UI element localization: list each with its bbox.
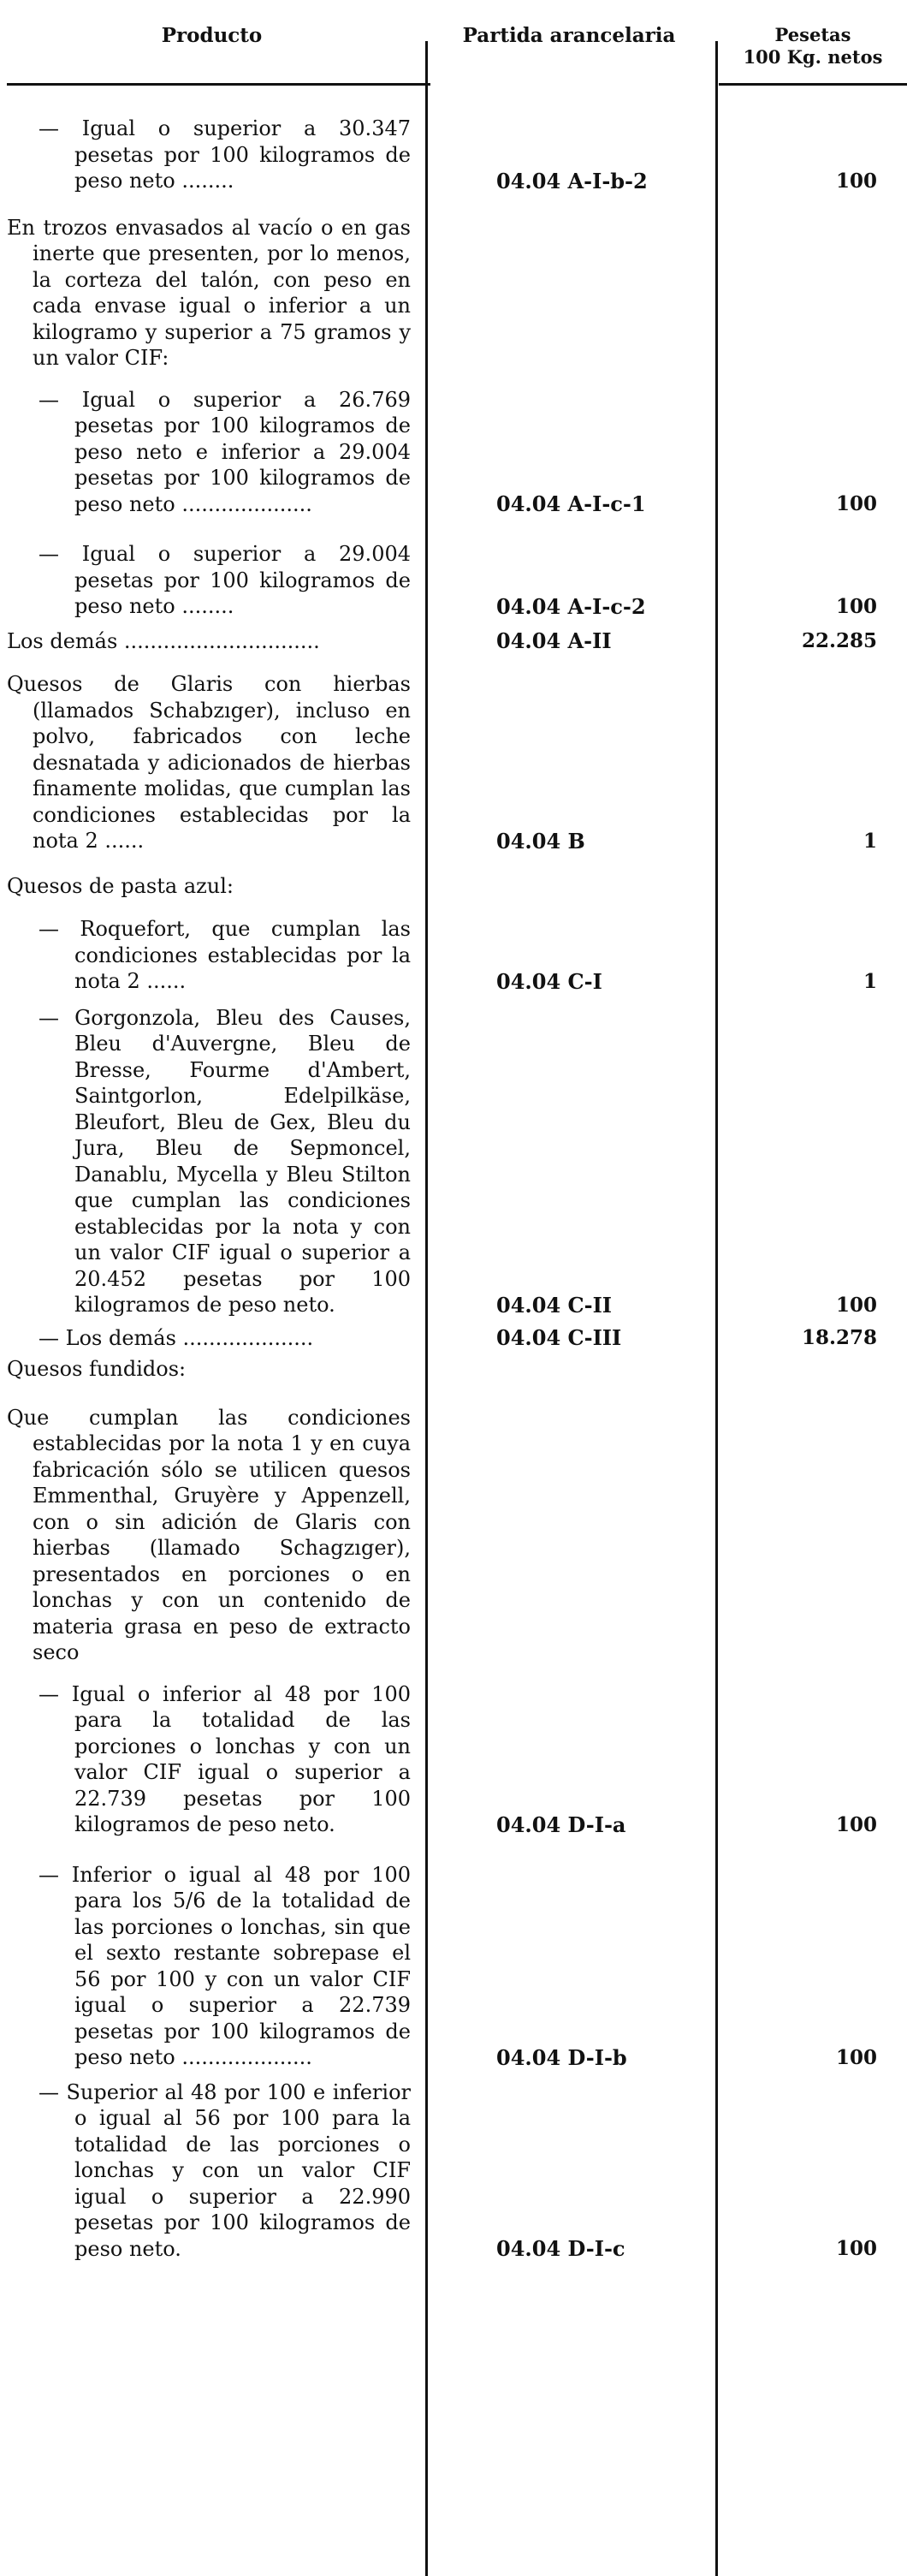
row-description-text: Quesos fundidos: xyxy=(7,1357,187,1381)
header-pesetas-line2: 100 Kg. netos xyxy=(743,46,883,68)
table-row xyxy=(0,1005,907,1318)
table-row xyxy=(0,1681,907,1838)
row-description xyxy=(0,671,411,854)
row-partida-arancelaria: 04.04 A-II xyxy=(496,628,612,653)
row-description xyxy=(0,541,411,620)
row-description-text: — Los demás .................... xyxy=(39,1325,314,1350)
row-description-text: Los demás .............................. xyxy=(7,628,320,653)
row-partida-arancelaria: 04.04 B xyxy=(496,828,585,854)
row-partida-arancelaria: 04.04 C-I xyxy=(496,968,602,994)
table-row xyxy=(0,1325,907,1352)
row-description xyxy=(0,1405,411,1666)
table-row xyxy=(0,671,907,854)
row-pesetas: 1 xyxy=(863,969,877,993)
row-pesetas: 100 xyxy=(835,1812,877,1836)
row-description xyxy=(0,215,411,372)
table-row xyxy=(0,1405,907,1666)
table-row xyxy=(0,215,907,372)
row-partida-arancelaria: 04.04 D-I-a xyxy=(496,1812,626,1837)
row-description xyxy=(0,628,411,655)
row-description xyxy=(0,1862,411,2071)
row-description-text: — Igual o inferior al 48 por 100 para la totalidad de las porciones o lonchas y con un valor CIF igual o superior a 22.739 pesetas por 100 kilogramos de peso neto. xyxy=(39,1681,411,1836)
table-row xyxy=(0,916,907,995)
row-description-text: En trozos envasados al vacío o en gas inerte que presenten, por lo menos, la corteza del talón, con peso en cada envase igual o inferior a un kilogramo y superior a 75 gramos y un valor CIF: xyxy=(7,215,411,370)
table-row xyxy=(0,387,907,518)
row-description-text: Que cumplan las condiciones establecidas por la nota 1 y en cuya fabricación sólo se utilicen quesos Emmenthal, Gruyère y Appenzell, con o sin adición de Glaris con hierbas (llamado Schagzıger), presentados en porciones o en lonchas y con un contenido de materia grasa en peso de extracto seco xyxy=(7,1405,411,1664)
row-description-text: — Roquefort, que cumplan las condiciones establecidas por la nota 2 ...... xyxy=(39,917,411,993)
header-producto: Producto xyxy=(161,24,263,47)
row-pesetas: 100 xyxy=(835,1293,877,1317)
row-partida-arancelaria: 04.04 C-II xyxy=(496,1292,613,1318)
row-description-text: — Superior al 48 por 100 e inferior o igual al 56 por 100 para la totalidad de las porciones o lonchas y con un valor CIF igual o superior a 22.990 pesetas por 100 kilogramos de peso neto. xyxy=(39,2079,411,2261)
header-rule-right xyxy=(719,83,907,86)
row-pesetas: 22.285 xyxy=(801,629,877,652)
row-pesetas: 100 xyxy=(835,169,877,193)
tariff-table-body xyxy=(0,116,907,2270)
table-row xyxy=(0,116,907,194)
row-description-text: — Igual o superior a 26.769 pesetas por 100 kilogramos de peso neto e inferior a 29.004 pesetas por 100 kilogramos de peso neto .................... xyxy=(39,387,411,516)
row-description-text: — Igual o superior a 29.004 pesetas por 100 kilogramos de peso neto ........ xyxy=(39,542,411,618)
row-description xyxy=(0,916,411,995)
header-pesetas-line1: Pesetas xyxy=(774,24,851,45)
row-description xyxy=(0,2079,411,2263)
row-pesetas: 100 xyxy=(835,2237,877,2260)
header-pesetas xyxy=(719,24,907,68)
row-description xyxy=(0,116,411,194)
header-partida-arancelaria: Partida arancelaria xyxy=(462,24,676,47)
row-description xyxy=(0,1005,411,1318)
row-pesetas: 100 xyxy=(835,2045,877,2069)
table-row xyxy=(0,541,907,620)
row-description xyxy=(0,1681,411,1838)
row-pesetas: 100 xyxy=(835,492,877,515)
row-partida-arancelaria: 04.04 C-III xyxy=(496,1325,622,1350)
table-row xyxy=(0,873,907,900)
table-row xyxy=(0,1356,907,1383)
row-description xyxy=(0,1356,411,1383)
row-pesetas: 1 xyxy=(863,829,877,853)
row-partida-arancelaria: 04.04 A-I-b-2 xyxy=(496,168,648,193)
table-row xyxy=(0,1862,907,2071)
table-row xyxy=(0,628,907,655)
row-description xyxy=(0,387,411,518)
row-partida-arancelaria: 04.04 A-I-c-1 xyxy=(496,491,646,516)
row-partida-arancelaria: 04.04 A-I-c-2 xyxy=(496,593,646,619)
row-partida-arancelaria: 04.04 D-I-b xyxy=(496,2044,627,2070)
row-description xyxy=(0,873,411,900)
row-description-text: — Inferior o igual al 48 por 100 para los 5/6 de la totalidad de las porciones o lonchas, sin que el sexto restante sobrepase el 56 por 100 y con un valor CIF igual o superior a 22.739 pesetas por 100 kilogramos de peso neto .................... xyxy=(39,1862,411,2069)
table-row xyxy=(0,2079,907,2263)
row-pesetas: 18.278 xyxy=(801,1326,877,1349)
row-description-text: — Gorgonzola, Bleu des Causes, Bleu d'Auvergne, Bleu de Bresse, Fourme d'Ambert, Saintgorlon, Edelpilkäse, Bleufort, Bleu de Gex, Bleu du Jura, Bleu de Sepmoncel, Danablu, Mycella y Bleu Stilton que cumplan las condiciones establecidas por la nota y con un valor CIF igual o superior a 20.452 pesetas por 100 kilogramos de peso neto. xyxy=(39,1005,411,1317)
row-partida-arancelaria: 04.04 D-I-c xyxy=(496,2236,625,2261)
row-description-text: Quesos de Glaris con hierbas (llamados Schabzıger), incluso en polvo, fabricados con leche desnatada y adicionados de hierbas finamente molidas, que cumplan las condiciones establecidas por la nota 2 ...... xyxy=(7,672,411,853)
row-description xyxy=(0,1325,411,1352)
row-description-text: — Igual o superior a 30.347 pesetas por 100 kilogramos de peso neto ........ xyxy=(39,116,411,193)
header-rule-left xyxy=(7,83,430,86)
row-pesetas: 100 xyxy=(835,594,877,618)
row-description-text: Quesos de pasta azul: xyxy=(7,873,234,898)
table-header xyxy=(0,0,907,86)
